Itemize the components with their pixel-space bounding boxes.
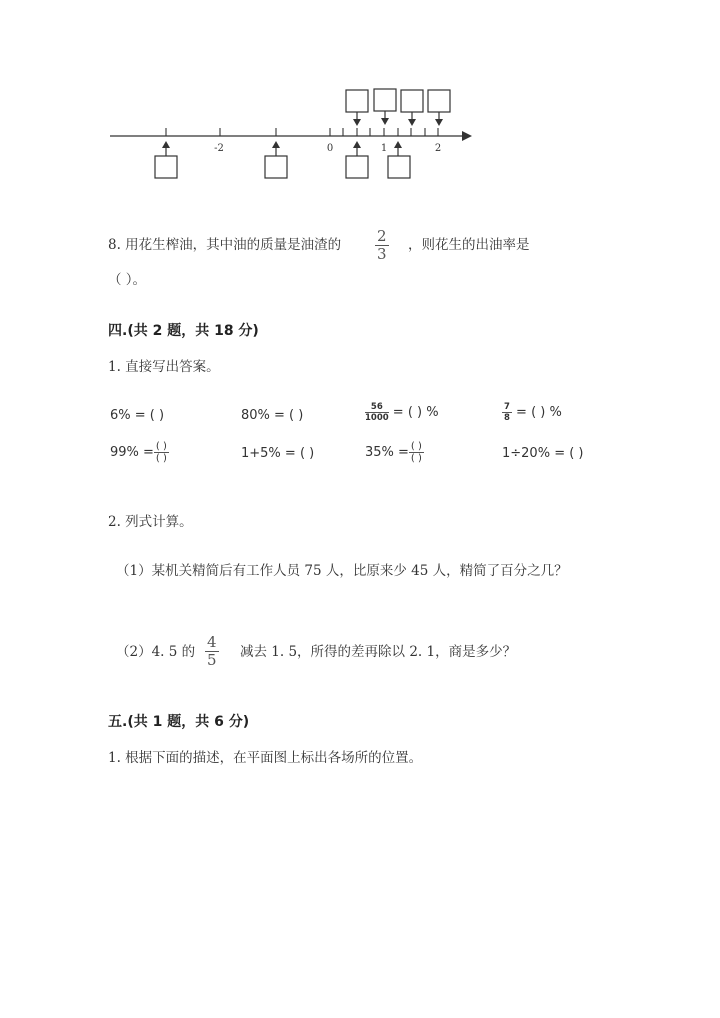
fraction-numerator: ( )	[410, 441, 422, 452]
answer-box-top	[401, 90, 423, 112]
fraction	[502, 402, 512, 423]
question-8-text-after: ，则花生的出油率是	[408, 237, 530, 253]
calc-item: 80% = ( )	[241, 408, 304, 423]
section-5-q1-title: 1. 根据下面的描述，在平面图上标出各场所的位置。	[108, 750, 423, 766]
arrow-down	[435, 119, 443, 126]
section-5-header: 五.(共 1 题，共 6 分)	[108, 714, 250, 730]
calc-item: 6% = ( )	[110, 408, 165, 423]
section-4-q2-2-after: 减去 1. 5，所得的差再除以 2. 1，商是多少？	[240, 644, 517, 660]
fraction	[154, 441, 169, 464]
calc-item-fraction	[365, 402, 439, 423]
calc-item-fraction	[365, 441, 424, 464]
arrow-up	[272, 141, 280, 148]
number-line-figure	[0, 0, 720, 200]
fraction-denominator: 8	[504, 413, 510, 423]
answer-box-top	[428, 90, 450, 112]
arrow-down	[408, 119, 416, 126]
answer-box-top	[374, 89, 396, 111]
fraction-numerator: 4	[207, 633, 217, 651]
arrow-up	[394, 141, 402, 148]
section-4-q2-2-before: （2）4. 5 的	[116, 644, 196, 660]
calc-left: 99% =	[110, 445, 154, 460]
section-4-q2-title: 2. 列式计算。	[108, 514, 193, 530]
fraction	[409, 441, 424, 464]
fraction-denominator: ( )	[155, 453, 167, 464]
tick-label-1: 1	[380, 143, 388, 154]
fraction-denominator: 1000	[365, 413, 389, 423]
tick-label-neg2: -2	[214, 143, 224, 154]
fraction	[365, 402, 389, 423]
fraction-numerator: 7	[504, 402, 510, 412]
fraction-numerator: 2	[377, 227, 387, 245]
calc-rest: = ( ) %	[388, 405, 439, 420]
calc-left: 35% =	[365, 445, 409, 460]
number-line-arrowhead	[462, 131, 472, 141]
section-4-header: 四.(共 2 题，共 18 分)	[108, 323, 259, 339]
answer-box-bottom	[388, 156, 410, 178]
section-4-q2-2-fraction	[205, 634, 219, 669]
answer-box-bottom	[155, 156, 177, 178]
arrow-down	[381, 118, 389, 125]
fraction-numerator: 56	[365, 402, 389, 413]
question-8-blank: （ ）。	[108, 272, 147, 288]
tick-label-0: 0	[326, 143, 334, 154]
calc-item: 1÷20% = ( )	[502, 446, 584, 461]
answer-box-top	[346, 90, 368, 112]
fraction-denominator: ( )	[410, 453, 422, 464]
tick-label-2: 2	[434, 143, 442, 154]
section-4-q2-1: （1）某机关精简后有工作人员 75 人，比原来少 45 人，精简了百分之几？	[116, 563, 568, 579]
answer-box-bottom	[265, 156, 287, 178]
calc-item-fraction	[502, 402, 562, 423]
fraction-denominator: 5	[207, 651, 217, 669]
question-8-text: 8. 用花生榨油，其中油的质量是油渣的	[108, 237, 342, 253]
arrow-up	[353, 141, 361, 148]
calc-item-fraction	[110, 441, 169, 464]
calc-item: 1+5% = ( )	[241, 446, 315, 461]
arrow-up	[162, 141, 170, 148]
answer-box-bottom	[346, 156, 368, 178]
arrow-down	[353, 119, 361, 126]
section-4-q1-title: 1. 直接写出答案。	[108, 359, 220, 375]
calc-rest: = ( ) %	[511, 405, 562, 420]
fraction-denominator: 3	[377, 245, 387, 263]
question-8-fraction	[375, 228, 389, 263]
fraction-numerator: ( )	[155, 441, 167, 452]
